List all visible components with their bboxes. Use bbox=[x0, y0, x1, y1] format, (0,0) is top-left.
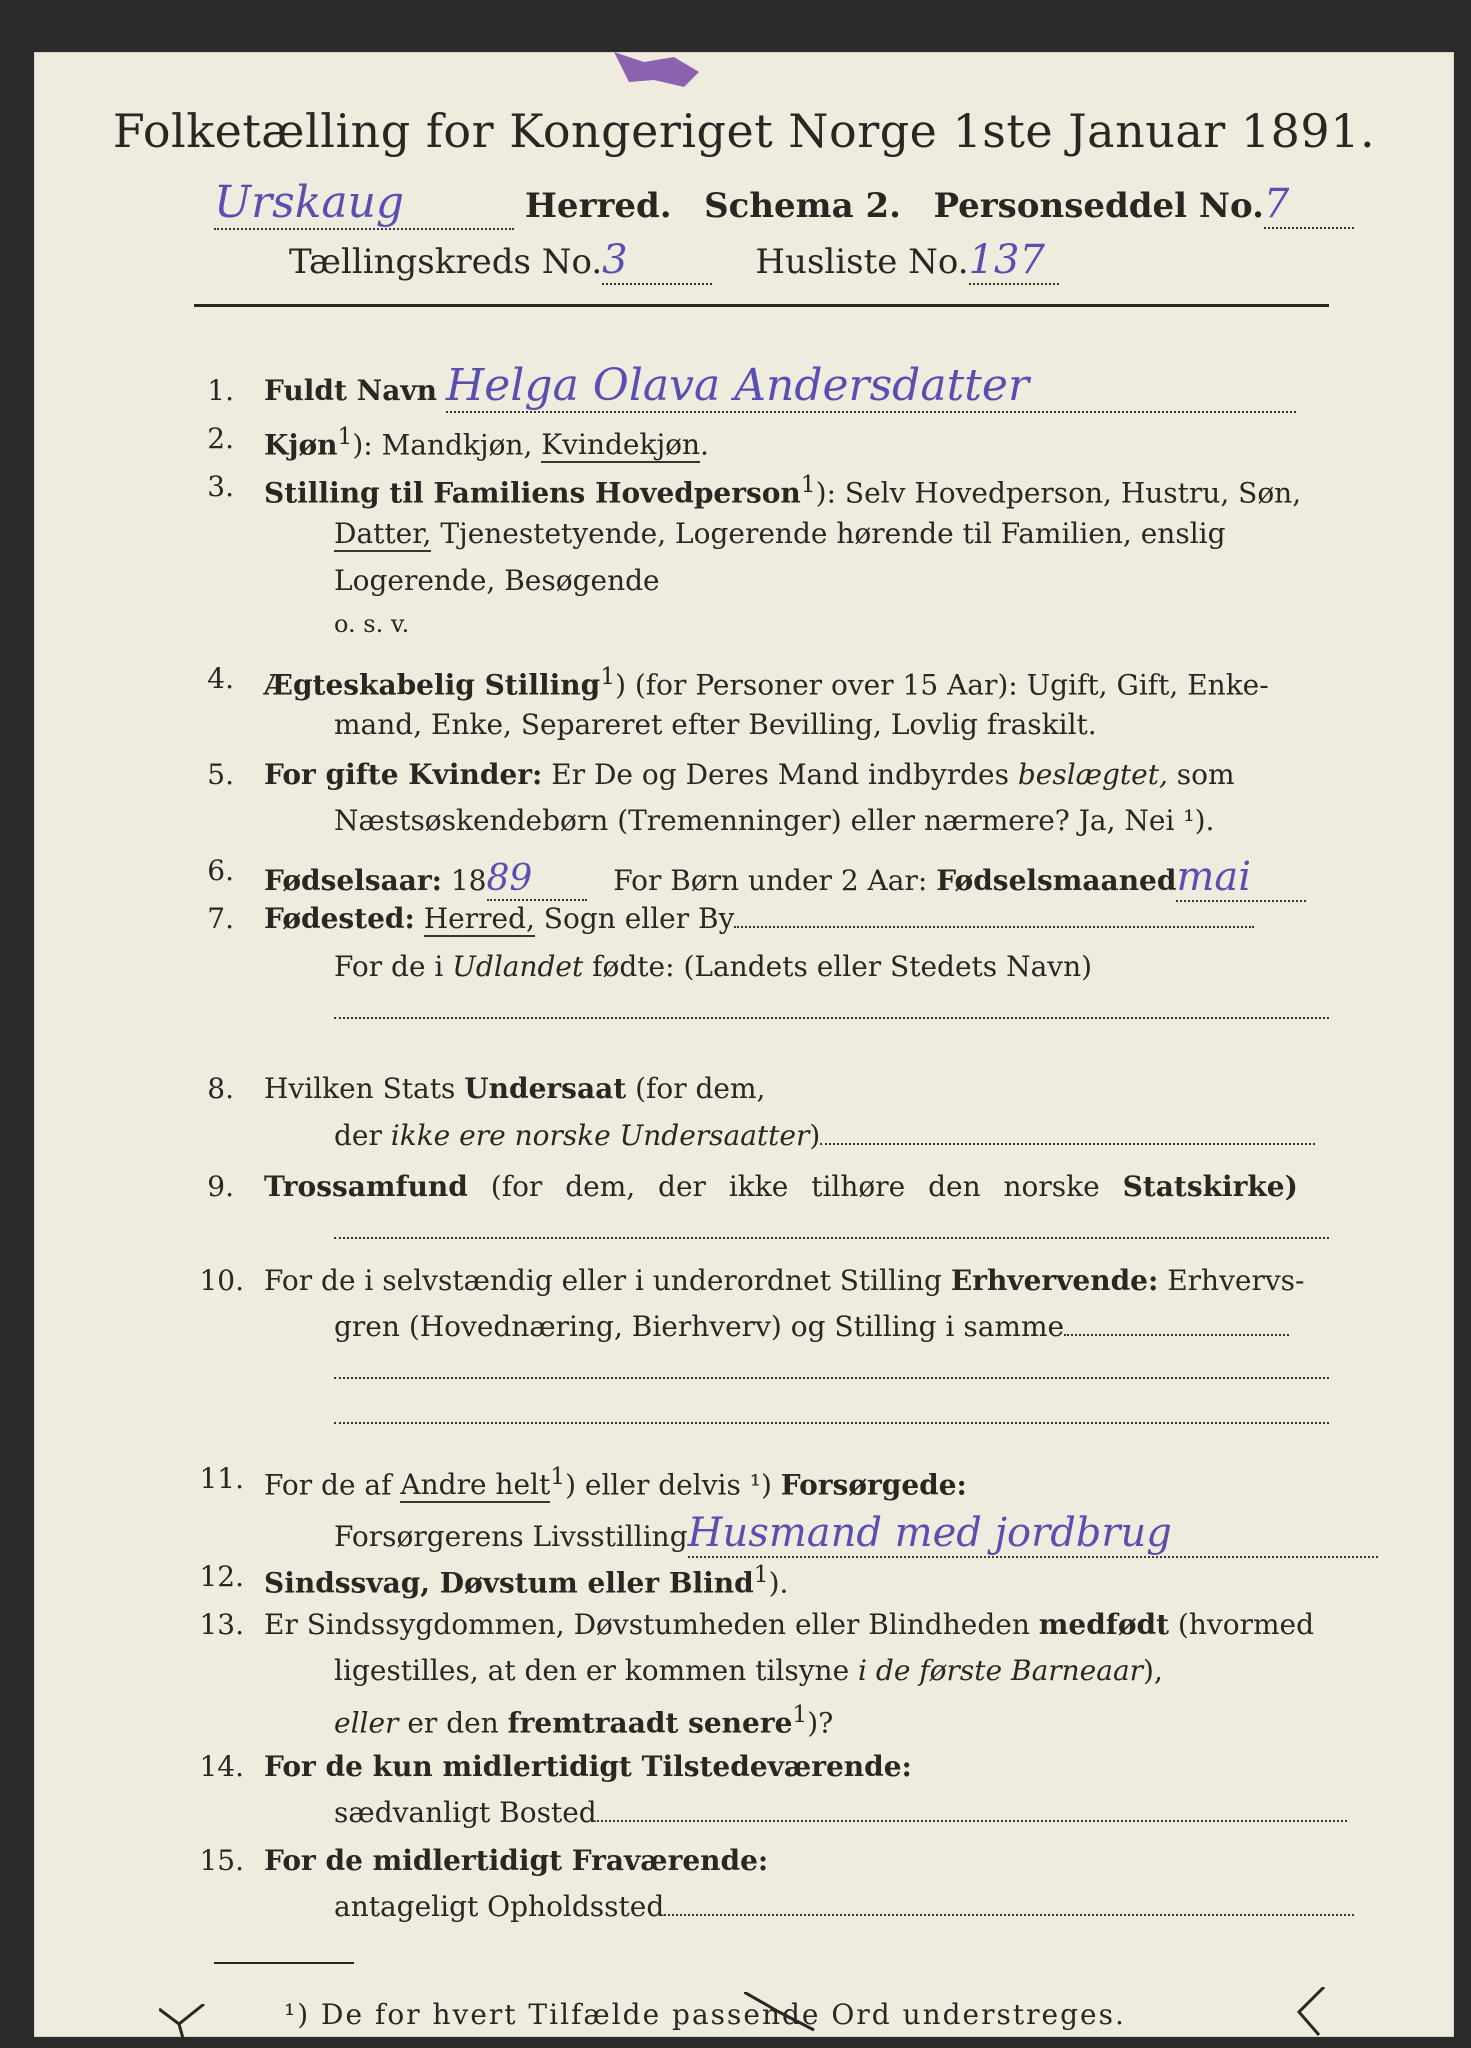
citizenship-pre: Hvilken Stats bbox=[264, 1072, 465, 1105]
census-form bbox=[34, 52, 1454, 2037]
temporary-present-line2 bbox=[334, 1796, 1347, 1829]
supported-line2 bbox=[334, 1510, 1378, 1558]
birth-month-text: For Børn under 2 Aar: bbox=[613, 864, 928, 897]
gender-sup: 1 bbox=[337, 422, 353, 450]
married-women-end: som bbox=[1167, 758, 1235, 791]
family-position-options-2: Tjenestetyende, Logerende hørende til Familien, enslig bbox=[431, 517, 1226, 550]
supporter-occupation-label: Forsørgerens Livsstilling bbox=[334, 1520, 688, 1553]
congenital-line2-italic: i de første Barneaar bbox=[858, 1654, 1144, 1687]
family-position-selected: Datter, bbox=[334, 517, 432, 550]
husliste-label: Husliste No. bbox=[755, 242, 969, 282]
married-women-label: For gifte Kvinder: bbox=[264, 758, 543, 791]
gender-selected: Kvindekjøn bbox=[541, 428, 701, 462]
form-title: Folketælling for Kongeriget Norge 1ste Januar 1891. bbox=[112, 104, 1376, 158]
field-number: 3. bbox=[207, 470, 234, 503]
congenital-line2-end: ), bbox=[1143, 1654, 1163, 1687]
field-congenital bbox=[264, 1608, 1314, 1641]
field-birthplace bbox=[264, 902, 1254, 935]
field-religion bbox=[264, 1170, 1298, 1203]
religion-blank-line bbox=[334, 1237, 1329, 1239]
birthplace-abroad-rest: fødte: (Landets eller Stedets Navn) bbox=[583, 950, 1093, 983]
field-number: 7. bbox=[207, 902, 234, 935]
occupation-line2-text: gren (Hovednæring, Bierhverv) og Stilling i samme bbox=[334, 1310, 1065, 1343]
corner-mark-right bbox=[1289, 1987, 1329, 2037]
birth-year-label: Fødselsaar: bbox=[264, 864, 442, 897]
field-number: 6. bbox=[207, 854, 234, 887]
supported-selected: Andre helt bbox=[400, 1468, 551, 1502]
marital-label: Ægteskabelig Stilling bbox=[264, 668, 601, 702]
field-temporary-absent bbox=[264, 1844, 768, 1877]
footnote: ¹) De for hvert Tilfælde passende Ord understreges. bbox=[284, 1998, 1126, 2031]
birthplace-label: Fødested: bbox=[264, 902, 415, 935]
marital-options: ) (for Personer over 15 Aar): Ugift, Gift, Enke- bbox=[615, 668, 1269, 702]
field-temporary-present bbox=[264, 1750, 912, 1783]
field-family-position: Stilling til Familiens Hovedperson$^1$): Selv Hovedperson, Hustru, Søn, bbox=[264, 470, 1302, 510]
field-number: 9. bbox=[207, 1170, 234, 1203]
temporary-absent-label: For de midlertidigt Fraværende: bbox=[264, 1844, 769, 1877]
occupation-line2 bbox=[334, 1310, 1289, 1343]
married-women-text: Er De og Deres Mand indbyrdes bbox=[542, 758, 1009, 791]
occupation-blank-line-1 bbox=[334, 1377, 1329, 1379]
footnote-rule bbox=[214, 1962, 354, 1964]
taellingskreds-value: 3 bbox=[602, 237, 712, 285]
citizenship-line2-end: ) bbox=[809, 1119, 821, 1152]
field-gender bbox=[264, 422, 709, 461]
field-full-name bbox=[264, 360, 1296, 413]
congenital-line2-pre: ligestilles, at den er kommen tilsyne bbox=[334, 1654, 859, 1687]
occupation-blank-line-2 bbox=[334, 1422, 1329, 1424]
temporary-present-label: For de kun midlertidigt Tilstedeværende: bbox=[264, 1750, 912, 1783]
field-number: 4. bbox=[207, 662, 234, 695]
herred-label: Herred. bbox=[524, 186, 672, 226]
marital-line2: mand, Enke, Separeret efter Bevilling, Lovlig fraskilt. bbox=[334, 708, 1097, 741]
congenital-pre: Er Sindssygdommen, Døvstumheden eller Blindheden bbox=[264, 1608, 1039, 1641]
herred-value: Urskaug bbox=[214, 177, 514, 230]
field-disability: Sindssvag, Døvstum eller Blind$^1$). bbox=[264, 1560, 789, 1600]
birthplace-abroad-pre: For de i bbox=[334, 950, 453, 983]
corner-mark-center bbox=[744, 1992, 824, 2032]
field-supported: For de af Andre helt$^1$) eller delvis ¹) Forsørgede: bbox=[264, 1462, 967, 1502]
field-number: 2. bbox=[207, 422, 234, 455]
header-rule bbox=[194, 304, 1329, 307]
family-position-label: Stilling til Familiens Hovedperson bbox=[264, 476, 801, 510]
congenital-line3-pre: er den bbox=[398, 1706, 508, 1740]
supported-pre: For de af bbox=[264, 1468, 401, 1502]
occupation-rest: Erhvervs- bbox=[1158, 1264, 1305, 1297]
occupation-pre: For de i selvstændig eller i underordnet Stilling bbox=[264, 1264, 951, 1297]
usual-residence-label: sædvanligt Bosted bbox=[334, 1796, 597, 1829]
field-number: 12. bbox=[199, 1560, 244, 1593]
supported-mid: ) eller delvis ¹) bbox=[565, 1468, 781, 1502]
congenital-rest: (hvormed bbox=[1169, 1608, 1314, 1641]
family-position-line3: Logerende, Besøgende bbox=[334, 564, 660, 597]
taellingskreds-line bbox=[289, 237, 1059, 285]
personseddel-value: 7 bbox=[1264, 181, 1354, 229]
family-position-line4: o. s. v. bbox=[334, 610, 410, 638]
personseddel-label: Personseddel No. bbox=[933, 186, 1264, 226]
birthplace-line2 bbox=[334, 950, 1092, 983]
ink-stamp-mark bbox=[604, 52, 724, 92]
disability-end: ). bbox=[768, 1566, 789, 1600]
field-number: 8. bbox=[207, 1072, 234, 1105]
birthplace-options: Sogn eller By bbox=[534, 902, 735, 935]
full-name-value: Helga Olava Andersdatter bbox=[446, 360, 1296, 413]
field-number: 10. bbox=[199, 1264, 244, 1297]
field-number: 11. bbox=[199, 1462, 244, 1495]
field-number: 1. bbox=[207, 374, 234, 407]
birthplace-selected: Herred, bbox=[423, 902, 535, 935]
field-married-women bbox=[264, 758, 1235, 791]
field-number: 14. bbox=[199, 1750, 244, 1783]
full-name-label: Fuldt Navn bbox=[264, 374, 438, 407]
citizenship-line2 bbox=[334, 1119, 1315, 1152]
field-citizenship bbox=[264, 1072, 765, 1105]
birthplace-abroad-italic: Udlandet bbox=[452, 950, 584, 983]
family-position-line2 bbox=[334, 517, 1226, 550]
gender-label: Kjøn bbox=[264, 428, 338, 462]
taellingskreds-label: Tællingskreds No. bbox=[289, 242, 603, 282]
birthplace-blank-line bbox=[334, 1017, 1329, 1019]
congenital-line3: eller er den fremtraadt senere$^1$)? bbox=[334, 1700, 834, 1740]
congenital-line3-end: )? bbox=[807, 1706, 834, 1740]
religion-text: (for dem, der ikke tilhøre den norske bbox=[467, 1170, 1123, 1203]
field-marital: Ægteskabelig Stilling$^1$) (for Personer over 15 Aar): Ugift, Gift, Enke- bbox=[264, 662, 1269, 702]
congenital-line3-bold: fremtraadt senere bbox=[507, 1706, 793, 1740]
citizenship-label: Undersaat bbox=[464, 1072, 627, 1105]
citizenship-rest: (for dem, bbox=[626, 1072, 766, 1105]
herred-line bbox=[214, 177, 1354, 230]
field-number: 15. bbox=[199, 1844, 244, 1877]
field-occupation bbox=[264, 1264, 1305, 1297]
religion-label: Trossamfund bbox=[264, 1170, 468, 1203]
gender-text: ): Mandkjøn, bbox=[352, 428, 542, 462]
field-number: 13. bbox=[199, 1608, 244, 1641]
supporter-occupation-value: Husmand med jordbrug bbox=[688, 1510, 1378, 1558]
religion-end: Statskirke) bbox=[1122, 1170, 1298, 1203]
corner-mark-left bbox=[159, 2004, 219, 2044]
congenital-label: medfødt bbox=[1038, 1608, 1170, 1641]
congenital-line2 bbox=[334, 1654, 1163, 1687]
probable-location-label: antageligt Opholdssted bbox=[334, 1890, 665, 1923]
citizenship-line2-italic: ikke ere norske Undersaatter bbox=[390, 1119, 810, 1152]
disability-label: Sindssvag, Døvstum eller Blind bbox=[264, 1566, 754, 1600]
birth-month-label: Fødselsmaaned bbox=[936, 864, 1177, 897]
field-number: 5. bbox=[207, 758, 234, 791]
family-position-options: ): Selv Hovedperson, Hustru, Søn, bbox=[815, 476, 1302, 510]
schema-label: Schema 2. bbox=[704, 186, 902, 226]
field-birth-year bbox=[264, 854, 1306, 902]
birth-year-value: 89 bbox=[487, 858, 587, 901]
supported-label: Forsørgede: bbox=[780, 1468, 967, 1502]
husliste-value: 137 bbox=[969, 237, 1059, 285]
congenital-line3-italic: eller bbox=[334, 1706, 399, 1740]
gender-period: . bbox=[700, 428, 709, 462]
married-women-line2: Næstsøskendebørn (Tremenninger) eller nærmere? Ja, Nei ¹). bbox=[334, 804, 1215, 837]
temporary-absent-line2 bbox=[334, 1890, 1354, 1923]
married-women-italic: beslægtet, bbox=[1017, 758, 1168, 791]
citizenship-line2-pre: der bbox=[334, 1119, 391, 1152]
birth-year-prefix: 18 bbox=[450, 864, 487, 897]
birth-month-value: mai bbox=[1176, 854, 1306, 902]
occupation-label: Erhvervende: bbox=[950, 1264, 1159, 1297]
